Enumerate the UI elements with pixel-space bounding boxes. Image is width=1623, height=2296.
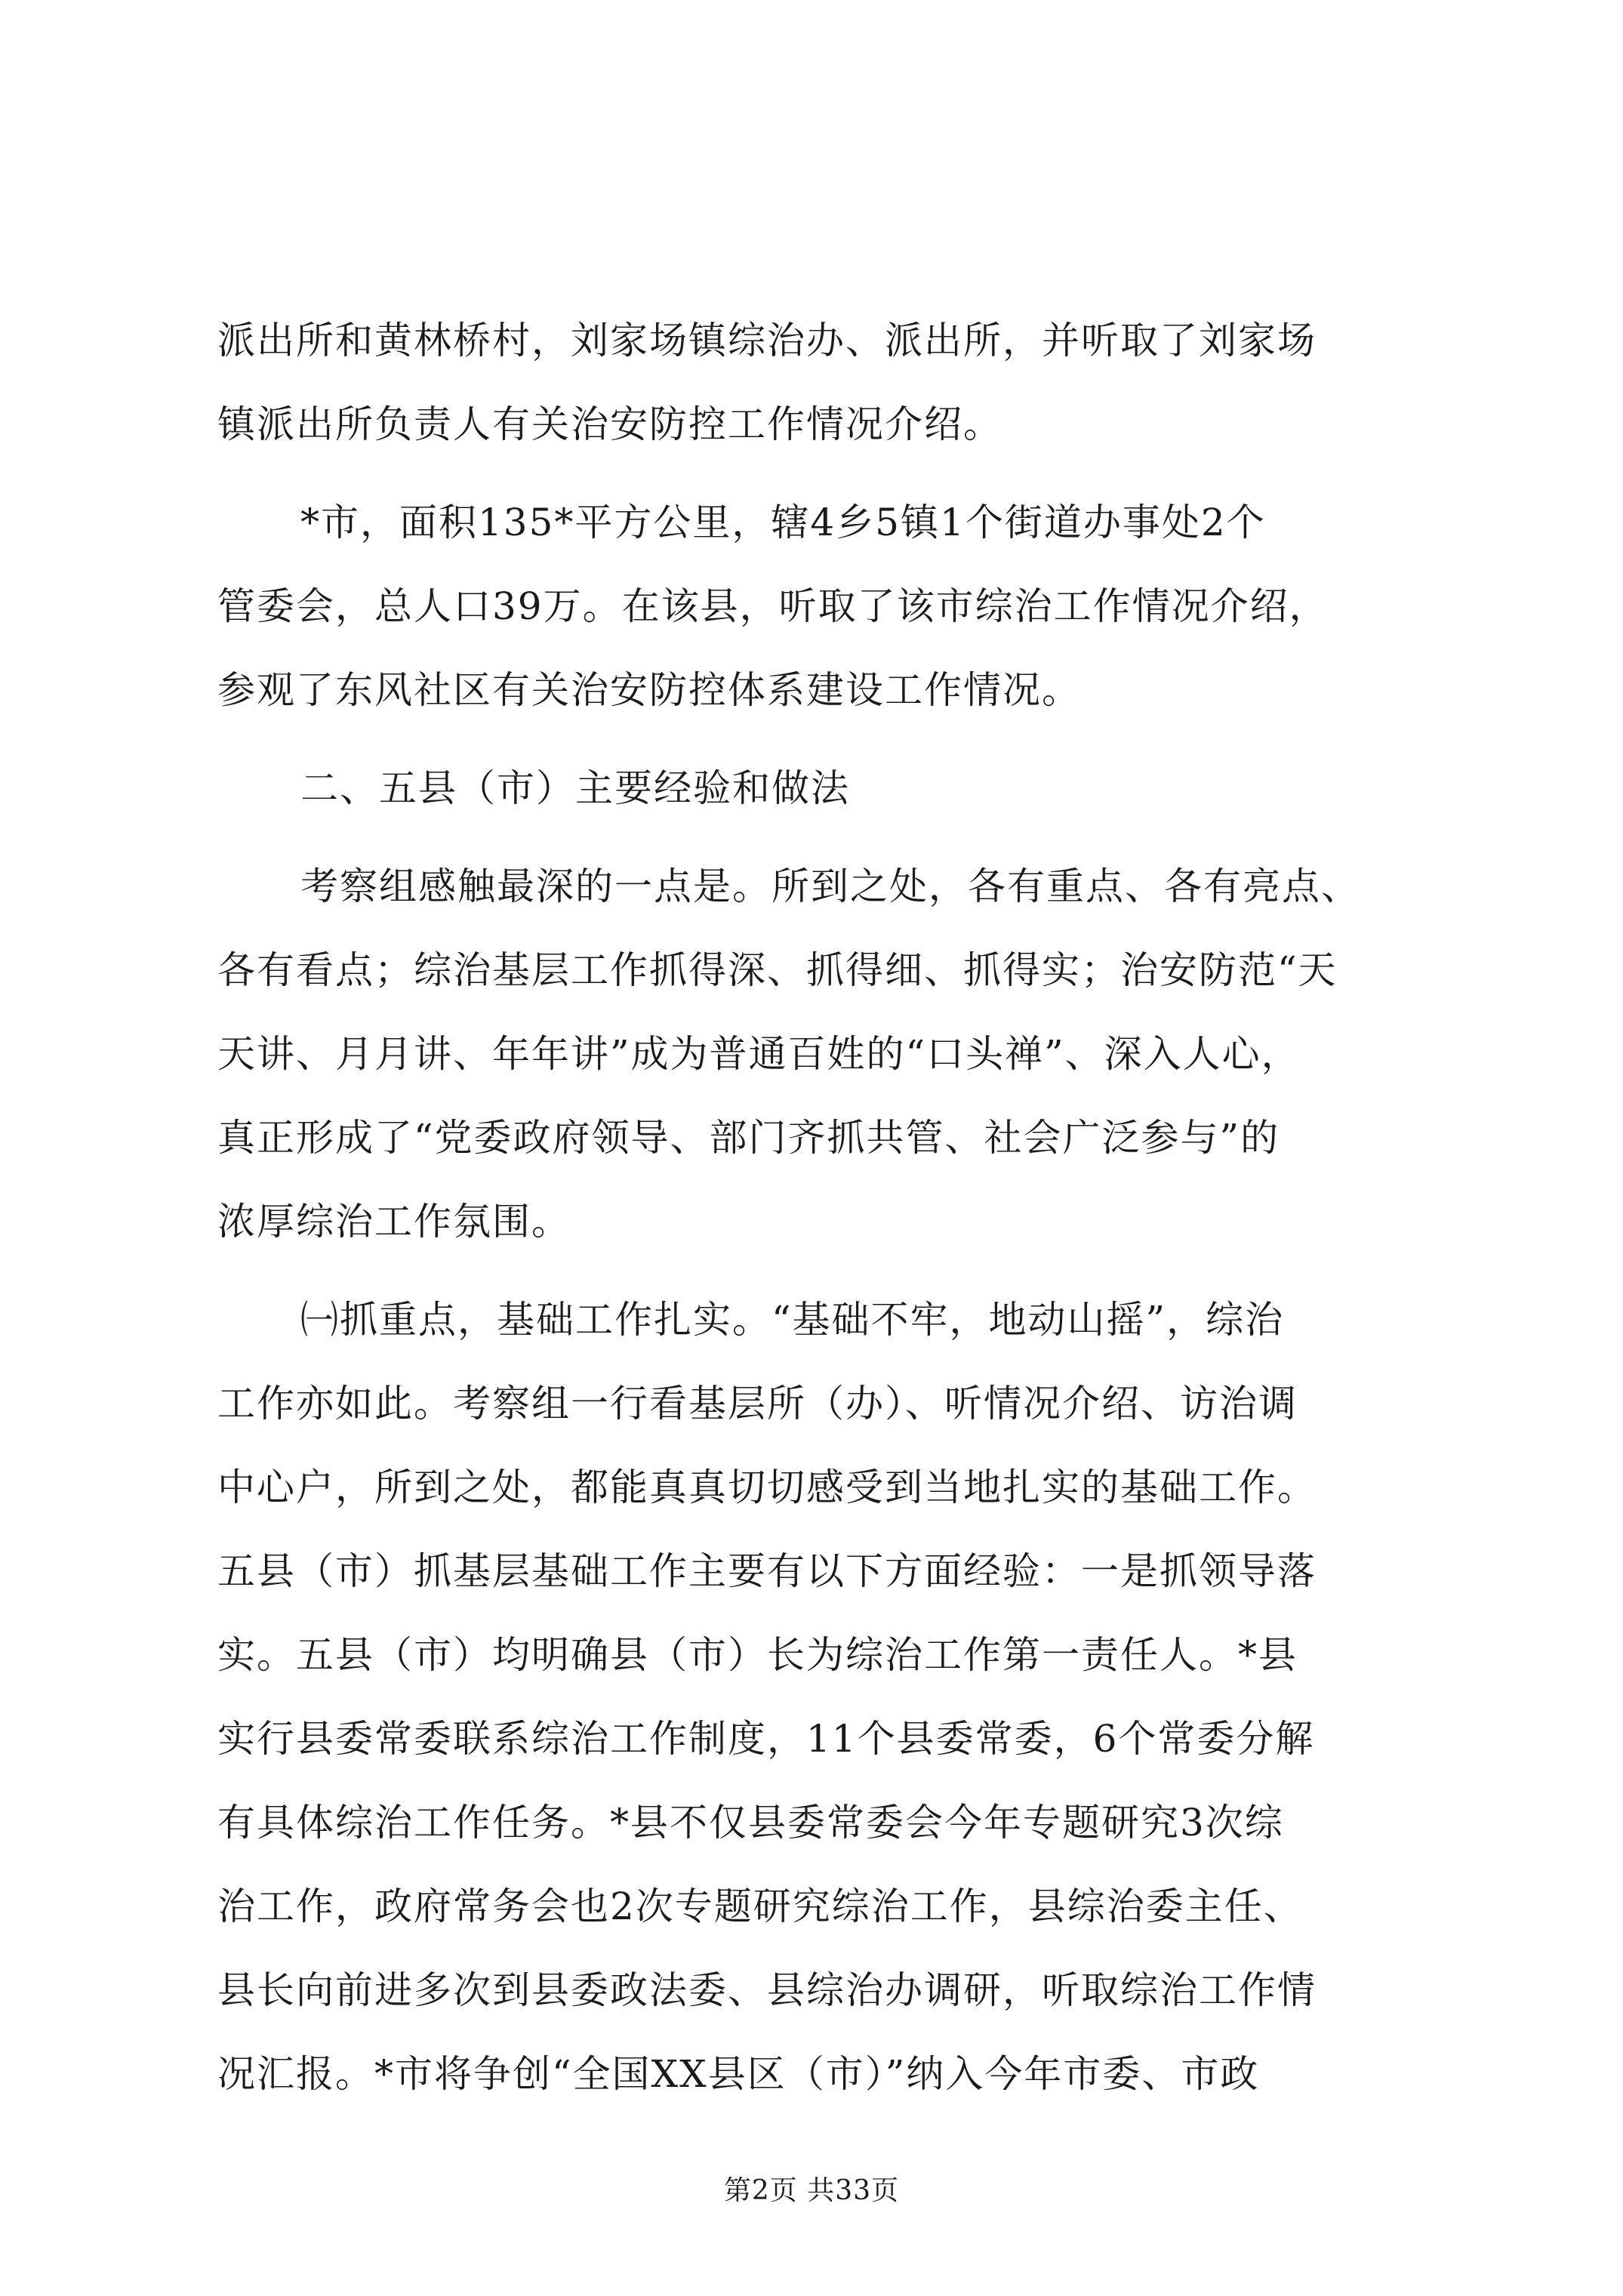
section-heading: 二、五县（市）主要经验和做法 [300,766,850,810]
text-line: 县长向前进多次到县委政法委、县综治办调研，听取综治工作情 [217,1968,1317,2012]
text-line: 况汇报。*市将争创“全国XX县区（市）”纳入今年市委、市政 [217,2052,1260,2096]
text-line: 真正形成了“党委政府领导、部门齐抓共管、社会广泛参与”的 [217,1116,1280,1160]
text-line: 管委会，总人口39万。在该县，听取了该市综治工作情况介绍， [217,584,1329,628]
text-line: 工作亦如此。考察组一行看基层所（办）、听情况介绍、访治调 [217,1382,1298,1425]
text-line: 五县（市）抓基层基础工作主要有以下方面经验：一是抓领导落 [217,1549,1317,1593]
page-number-footer: 第2页 共33页 [723,2175,900,2206]
body-text [217,299,1418,2116]
text-line: 参观了东风社区有关治安防控体系建设工作情况。 [217,668,1081,712]
text-line: 考察组感触最深的一点是。所到之处，各有重点、各有亮点、 [300,864,1360,908]
text-line: 治工作，政府常务会也2次专题研究综治工作，县综治委主任、 [217,1885,1303,1928]
text-line: 天讲、月月讲、年年讲”成为普通百姓的“口头禅”、深入人心， [217,1032,1301,1076]
text-line: 中心户，所到之处，都能真真切切感受到当地扎实的基础工作。 [217,1465,1317,1509]
text-line: ㈠抓重点，基础工作扎实。“基础不牢，地动山摇”，综治 [300,1298,1285,1342]
text-line: 实行县委常委联系综治工作制度，11个县委常委，6个常委分解 [217,1717,1315,1761]
text-line: 镇派出所负责人有关治安防控工作情况介绍。 [217,402,1002,446]
text-line: 浓厚综治工作氛围。 [217,1200,571,1244]
text-line: 有具体综治工作任务。*县不仅县委常委会今年专题研究3次综 [217,1801,1284,1845]
text-line: 派出所和黄林桥村，刘家场镇综治办、派出所，并听取了刘家场 [217,319,1317,362]
text-line: 实。五县（市）均明确县（市）长为综治工作第一责任人。*县 [217,1633,1298,1677]
text-line: *市，面积135*平方公里，辖4乡5镇1个街道办事处2个 [300,501,1266,544]
text-line: 各有看点；综治基层工作抓得深、抓得细、抓得实；治安防范“天 [217,948,1338,992]
